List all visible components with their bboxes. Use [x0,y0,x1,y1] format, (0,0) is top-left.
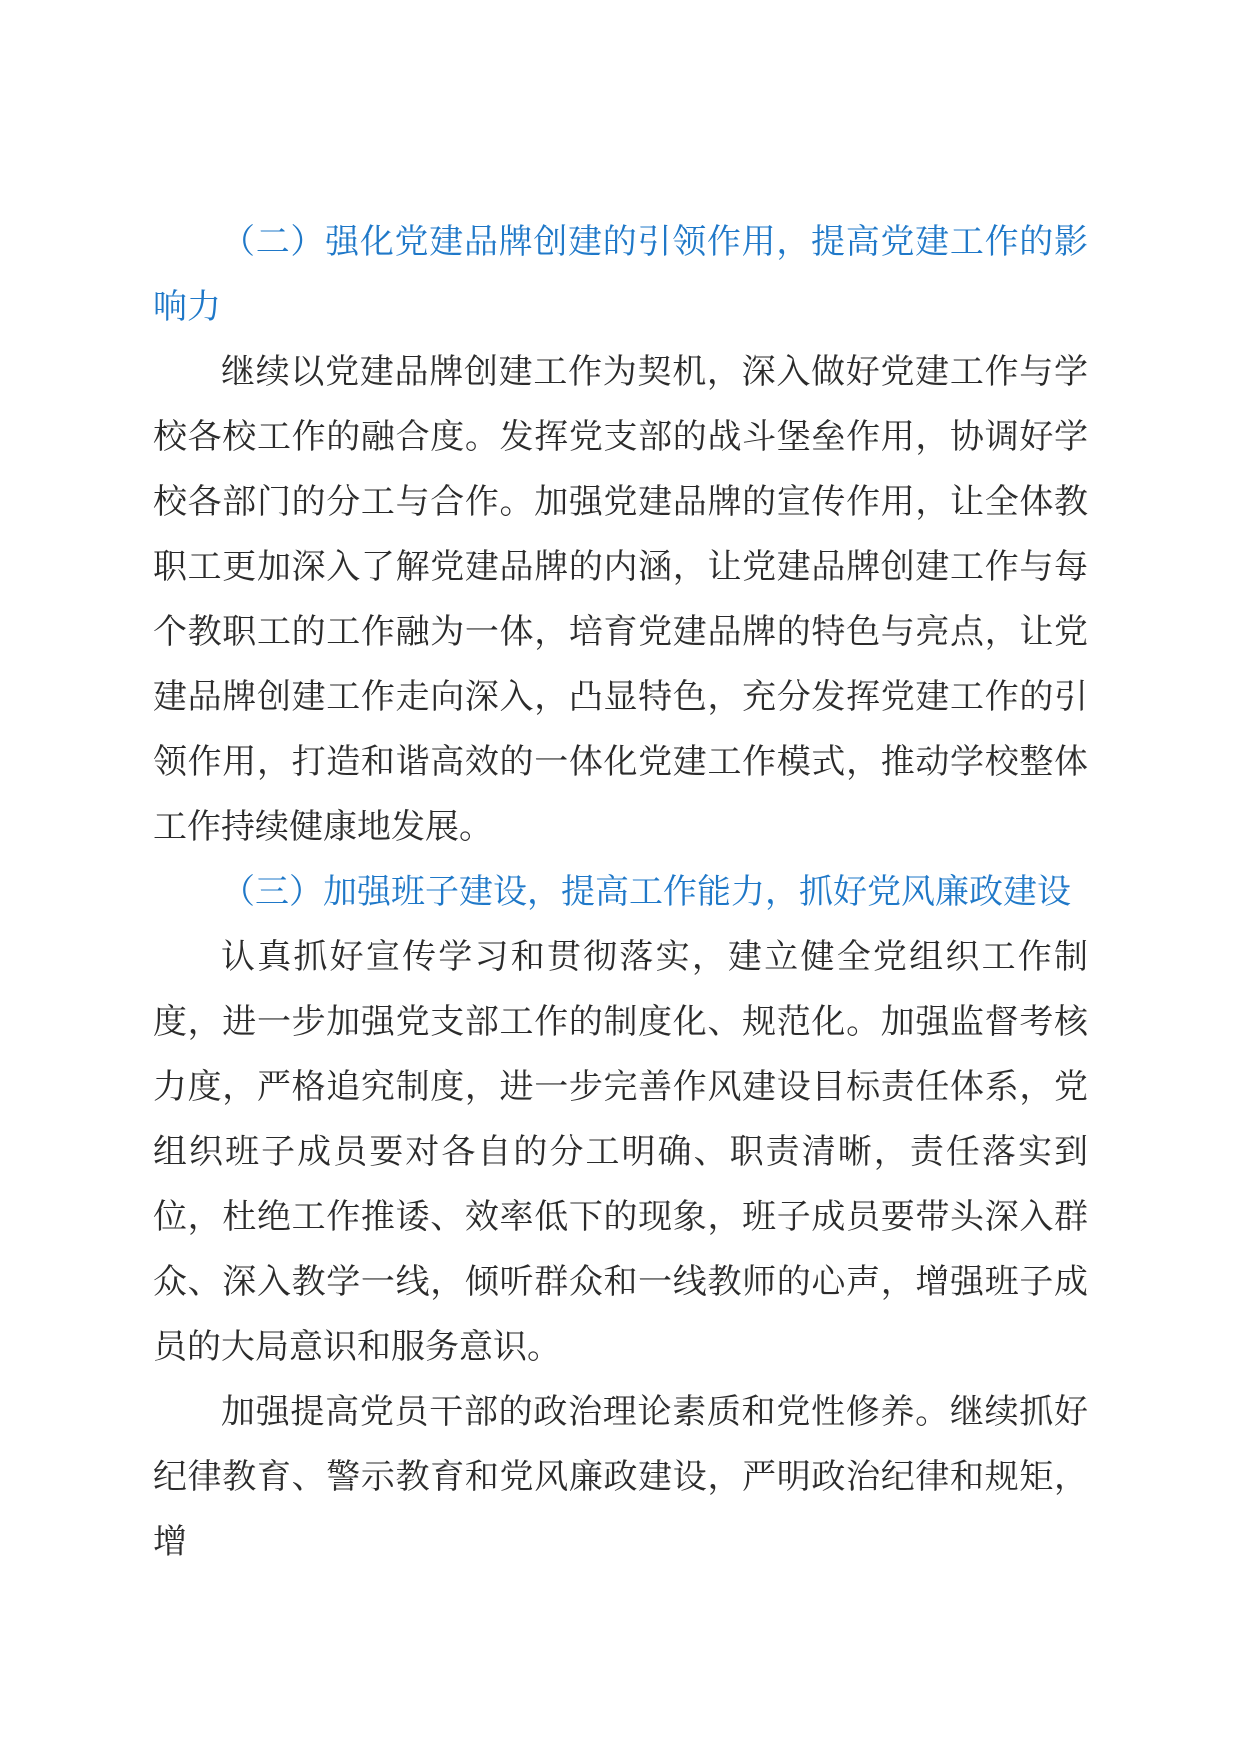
section-3-paragraph-2: 加强提高党员干部的政治理论素质和党性修养。继续抓好纪律教育、警示教育和党风廉政建设，严明政治纪律和规矩，增 [153,1392,1088,1562]
section-heading-2: （二）强化党建品牌创建的引领作用，提高党建工作的影响力 [153,222,1088,327]
section-3-paragraph-1: 认真抓好宣传学习和贯彻落实，建立健全党组织工作制度，进一步加强党支部工作的制度化、规范化。加强监督考核力度，严格追究制度，进一步完善作风建设目标责任体系，党组织班子成员要对各自的分工明确、职责清晰，责任落实到位，杜绝工作推诿、效率低下的现象，班子成员要带头深入群众、深入教学一线，倾听群众和一线教师的心声，增强班子成员的大局意识和服务意识。 [153,937,1088,1367]
section-2-paragraph-1: 继续以党建品牌创建工作为契机，深入做好党建工作与学校各校工作的融合度。发挥党支部的战斗堡垒作用，协调好学校各部门的分工与合作。加强党建品牌的宣传作用，让全体教职工更加深入了解党建品牌的内涵，让党建品牌创建工作与每个教职工的工作融为一体，培育党建品牌的特色与亮点，让党建品牌创建工作走向深入，凸显特色，充分发挥党建工作的引领作用，打造和谐高效的一体化党建工作模式，推动学校整体工作持续健康地发展。 [153,352,1088,847]
section-heading-3: （三）加强班子建设，提高工作能力，抓好党风廉政建设 [221,872,1071,912]
document-body [153,210,1088,1575]
